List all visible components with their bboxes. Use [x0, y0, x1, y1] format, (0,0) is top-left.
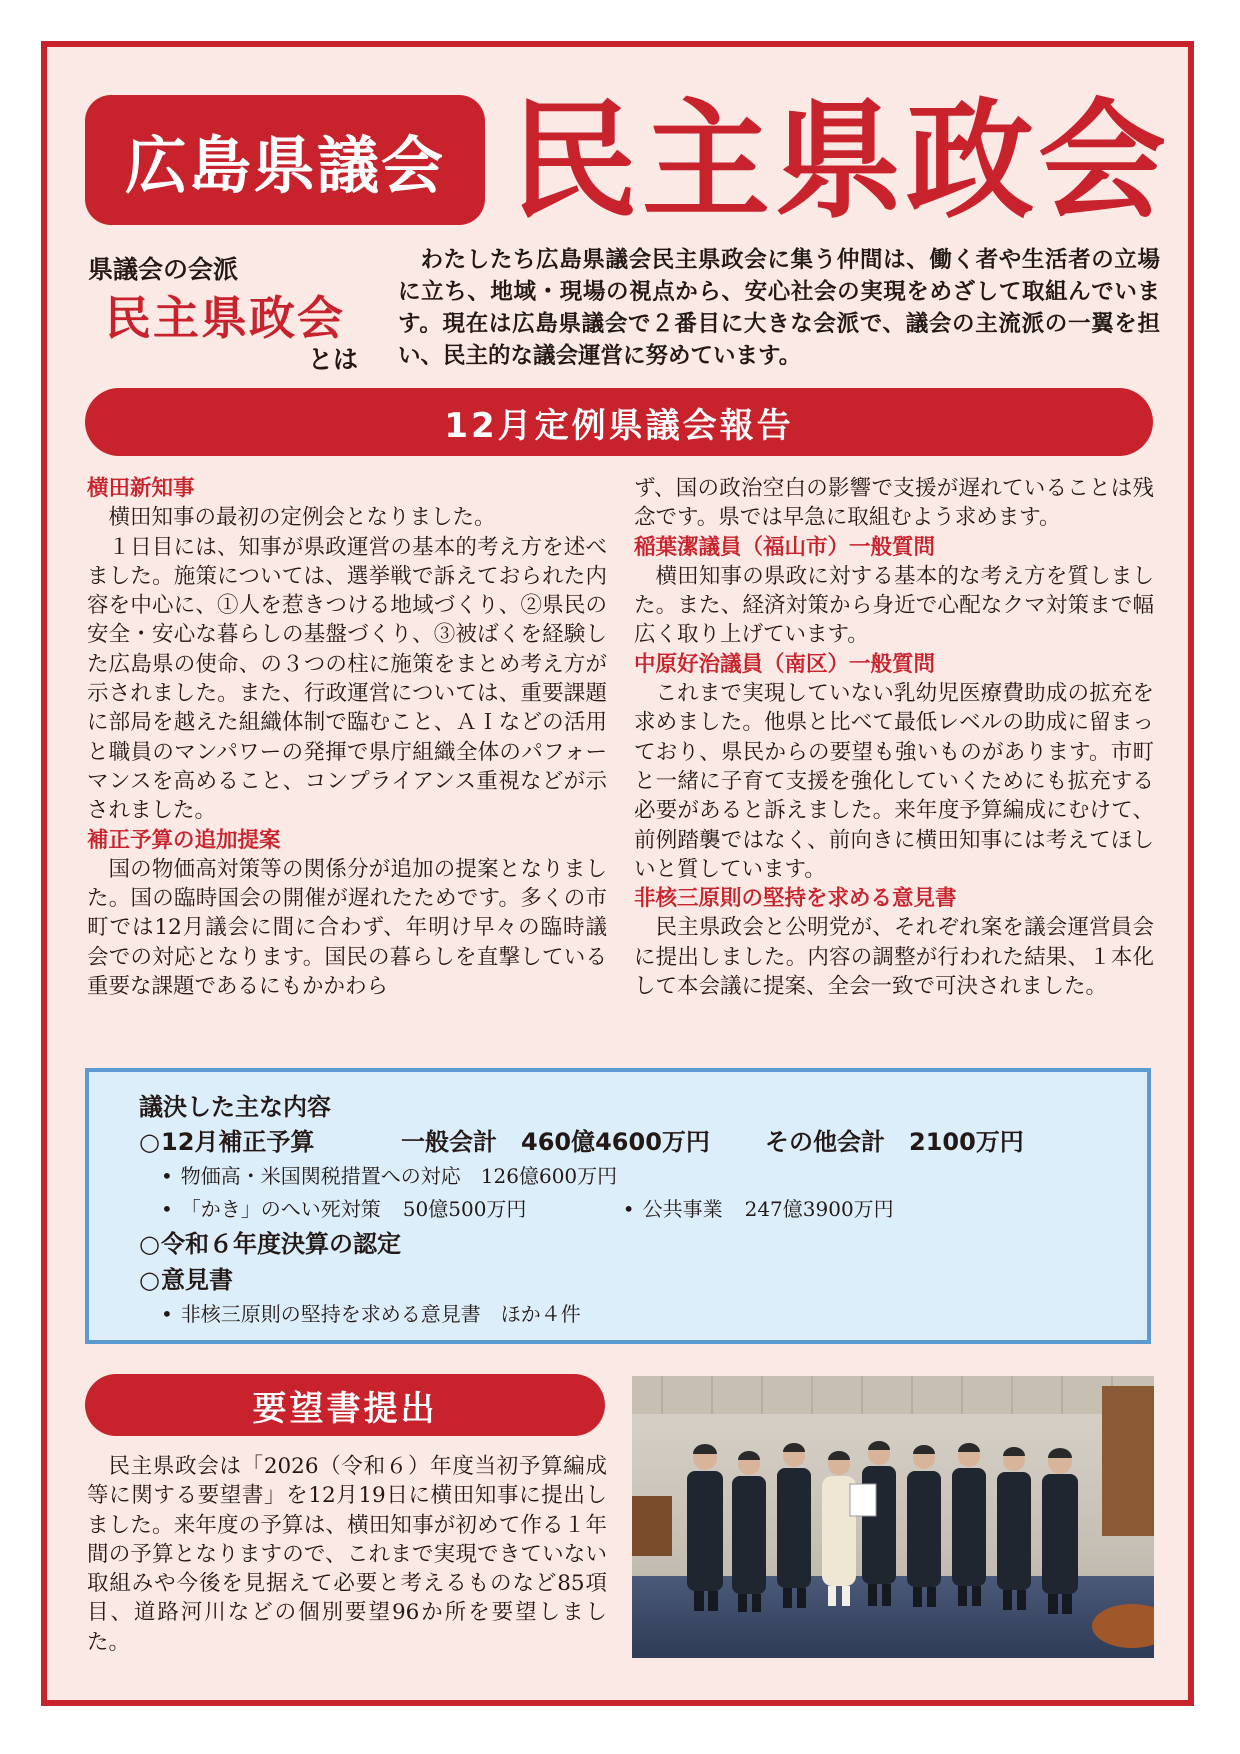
bullet-icon: • [161, 1164, 173, 1188]
circle-mark-icon: ○ [139, 1128, 160, 1156]
intro-label-small: 県議会の会派 [88, 255, 239, 284]
opinion-row [139, 1262, 1147, 1298]
section-paragraph: 民主県政会と公明党が、それぞれ案を議会運営員会に提出しました。内容の調整が行われた結果、１本化して本会議に提案、全会一致で可決されました。 [634, 915, 1154, 1000]
section-heading-supplementary-budget: 補正予算の追加提案 [87, 827, 281, 853]
section-paragraph: 横田知事の県政に対する基本的な考え方を質しました。また、経済対策から身近で心配なクマ対策まで幅広く取り上げています。 [634, 563, 1154, 648]
bullet-icon: • [161, 1197, 173, 1221]
budget-item-label: 物価高・米国関税措置への対応 [180, 1164, 461, 1188]
bullet-icon: • [622, 1197, 635, 1221]
budget-label: 12月補正予算 [161, 1128, 315, 1156]
opinion-item: 非核三原則の堅持を求める意見書 ほか４件 [180, 1302, 581, 1326]
report-column-right [634, 474, 1154, 1001]
bullet-icon: • [161, 1302, 173, 1326]
budget-item-amount: 50億500万円 [402, 1197, 527, 1221]
circle-mark-icon: ○ [139, 1266, 160, 1294]
section-paragraph: これまで実現していない乳幼児医療費助成の拡充を求めました。他県と比べて最低レベルの助成に留まっており、県民からの要望も強いものがあります。市町と一緒に子育て支援を強化していくためにも拡充する必要があると訴えました。来年度予算編成にむけて、前例踏襲ではなく、前向きに横田知事には考えてほしいと質しています。 [634, 681, 1154, 882]
delegation-photo [632, 1376, 1154, 1658]
budget-item-row [139, 1193, 1147, 1226]
section-paragraph-continued: ず、国の政治空白の影響で支援が遅れていることは残念です。県では早急に取組むよう求めます。 [634, 476, 1154, 531]
section-heading-nakahara-question: 中原好治議員（南区）一般質問 [634, 651, 936, 677]
page-title: 民主県政会 [510, 87, 1171, 236]
budget-item-amount: 247億3900万円 [744, 1197, 894, 1221]
request-banner: 要望書提出 [85, 1374, 605, 1436]
budget-item-row [139, 1160, 1147, 1193]
resolutions-box [85, 1068, 1151, 1344]
intro-label-name: 民主県政会 [105, 291, 345, 345]
intro-text: わたしたち広島県議会民主県政会に集う仲間は、働く者や生活者の立場に立ち、地域・現場の視点から、安心社会の実現をめざして取組んでいます。現在は広島県議会で２番目に大きな会派で、議会の主流派の一翼を担い、民主的な議会運営に努めています。 [398, 247, 1160, 369]
general-account-label: 一般会計 [401, 1128, 497, 1156]
assembly-badge: 広島県議会 [85, 95, 485, 225]
section-paragraph: 横田知事の最初の定例会となりました。 [108, 505, 496, 531]
settlement-row [139, 1226, 1147, 1262]
section-heading-new-governor: 横田新知事 [87, 476, 195, 501]
budget-row [139, 1124, 1147, 1160]
section-paragraph: １日目には、知事が県政運営の基本的考え方を述べました。施策については、選挙戦で訴えておられた内容を中心に、①人を惹きつける地域づくり、②県民の安全・安心な暮らしの基盤づくり、③被ばくを経験した広島県の使命、の３つの柱に施策をまとめ考え方が示されました。また、行政運営については、重要課題に部局を越えた組織体制で臨むこと、ＡＩなどの活用と職員のマンパワーの発揮で県庁組織全体のパフォーマンスを高めること、コンプライアンス重視などが示されました。 [87, 534, 607, 824]
settlement-label: 令和６年度決算の認定 [161, 1230, 401, 1258]
budget-item-label: 「かき」のへい死対策 [180, 1197, 381, 1221]
resolutions-title: 議決した主な内容 [139, 1093, 331, 1121]
opinion-item-row [139, 1298, 1147, 1331]
report-column-left [87, 474, 607, 1001]
general-account-amount: 460億4600万円 [521, 1128, 710, 1156]
circle-mark-icon: ○ [139, 1230, 160, 1258]
section-heading-non-nuclear-opinion: 非核三原則の堅持を求める意見書 [634, 886, 957, 912]
budget-item-amount: 126億600万円 [480, 1164, 618, 1188]
other-account-amount: 2100万円 [909, 1128, 1024, 1156]
report-banner: 12月定例県議会報告 [85, 388, 1153, 456]
other-account-label: その他会計 [765, 1128, 885, 1156]
opinion-label: 意見書 [161, 1266, 233, 1294]
intro-label-toha: とは [308, 345, 359, 374]
request-text: 民主県政会は「2026（令和６）年度当初予算編成等に関する要望書」を12月19日に横田知事に提出しました。来年度の予算は、横田知事が初めて作る１年間の予算となりますので、これまで実現できていない取組みや今後を見据えて必要と考えるものなど85項目、道路河川などの個別要望96か所を要望しました。 [87, 1454, 607, 1655]
section-heading-inaba-question: 稲葉潔議員（福山市）一般質問 [634, 534, 936, 560]
section-paragraph: 国の物価高対策等の関係分が追加の提案となりました。国の臨時国会の開催が遅れたためです。多くの市町では12月議会に間に合わず、年明け早々の臨時議会での対応となります。国民の暮らしを直撃している重要な課題であるにもかかわら [87, 856, 607, 1000]
budget-item-label: 公共事業 [642, 1197, 723, 1221]
